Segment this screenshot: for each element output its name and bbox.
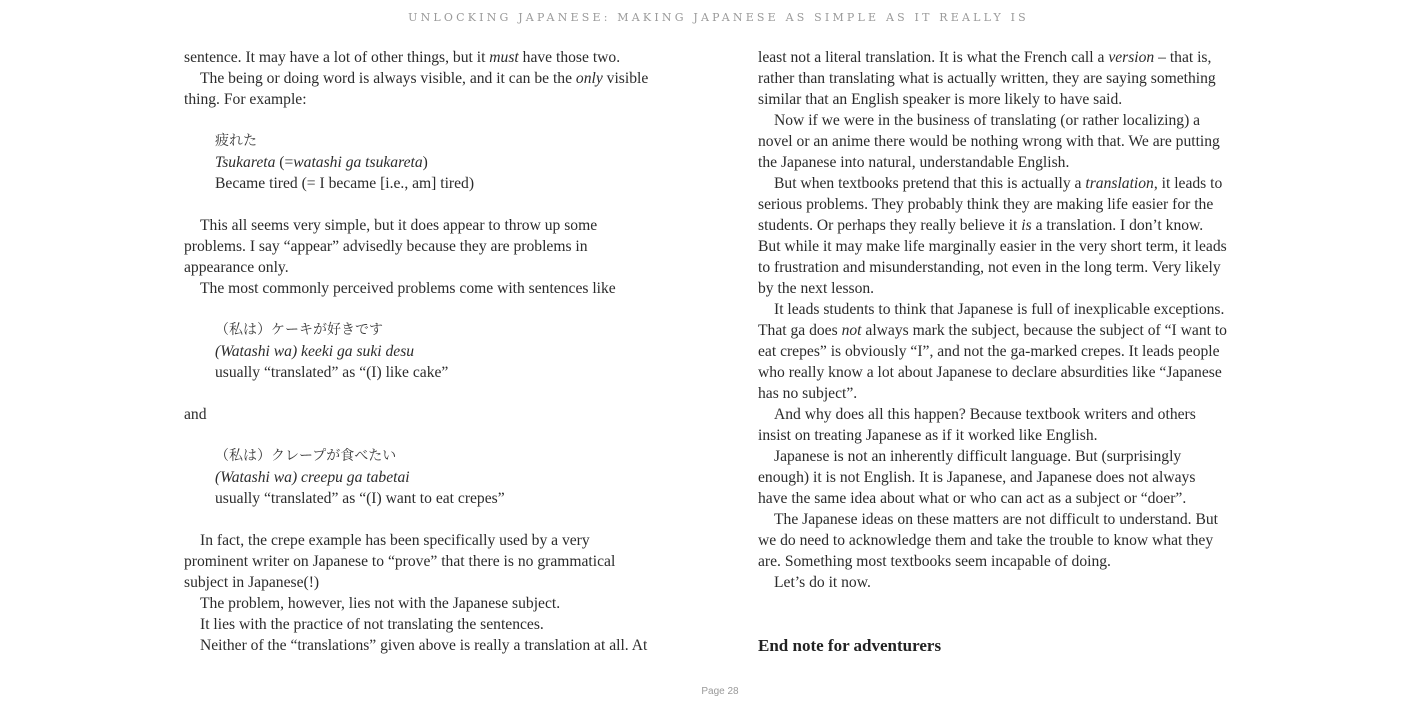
text-line: But while it may make life marginally easier in the very short term, it leads [758,238,1227,255]
text-line: who really know a lot about Japanese to declare absurdities like “Japanese [758,364,1222,381]
text-line: novel or an anime there would be nothing wrong with that. We are putting [758,133,1220,150]
text-line: rather than translating what is actually written, they are saying something [758,70,1216,87]
text-line: insist on treating Japanese as if it worked like English. [758,427,1098,444]
text-line: has no subject”. [758,385,858,402]
example-romaji: Tsukareta (=watashi ga tsukareta) [215,154,428,171]
text-line: Now if we were in the business of translating (or rather localizing) a [774,112,1201,129]
running-title: UNLOCKING JAPANESE: MAKING JAPANESE AS SIMPLE AS IT REALLY IS [408,11,1029,24]
text-line: sentence. It may have a lot of other things, but it must have those two. [184,49,621,66]
text-line: thing. For example: [184,91,307,108]
text-line: But when textbooks pretend that this is actually a translation, it leads to [774,175,1223,192]
text-line: The being or doing word is always visible, and it can be the only visible [200,70,649,87]
text-line: prominent writer on Japanese to “prove” that there is no grammatical [184,553,616,570]
text-line: students. Or perhaps they really believe it is a translation. I don’t know. [758,217,1204,234]
example-japanese: 疲れた [215,133,257,149]
section-heading: End note for adventurers [758,636,942,655]
example-romaji: (Watashi wa) creepu ga tabetai [215,469,410,486]
text-line: enough) it is not English. It is Japanese, and Japanese does not always [758,469,1196,486]
text-line: The Japanese ideas on these matters are not difficult to understand. But [774,511,1219,528]
text-line: appearance only. [184,259,289,276]
text-line: And why does all this happen? Because textbook writers and others [774,406,1196,423]
left-page-text [184,47,684,656]
text-line: It leads students to think that Japanese is full of inexplicable exceptions. [774,301,1225,318]
example-romaji: (Watashi wa) keeki ga suki desu [215,343,415,360]
text-line: This all seems very simple, but it does appear to throw up some [200,217,598,234]
example-japanese: （私は）クレープが食べたい [215,448,397,464]
text-line: In fact, the crepe example has been specifically used by a very [200,532,590,549]
text-line: we do need to acknowledge them and take the trouble to know what they [758,532,1214,549]
example-english: usually “translated” as “(I) want to eat crepes” [215,490,505,507]
text-line: That ga does not always mark the subject, because the subject of “I want to [758,322,1227,339]
page-number: Page 28 [701,686,739,697]
text-line: It lies with the practice of not translating the sentences. [200,616,544,633]
example-english: Became tired (= I became [i.e., am] tired) [215,175,475,192]
text-line: Let’s do it now. [774,574,871,591]
text-line: to frustration and misunderstanding, not even in the long term. Very likely [758,259,1221,276]
example-english: usually “translated” as “(I) like cake” [215,364,449,381]
text-line: Japanese is not an inherently difficult language. But (surprisingly [774,448,1182,465]
text-line: the Japanese into natural, understandable English. [758,154,1070,171]
text-line: serious problems. They probably think they are making life easier for the [758,196,1214,213]
text-line: The problem, however, lies not with the Japanese subject. [200,595,561,612]
text-line: have the same idea about what or who can act as a subject or “doer”. [758,490,1187,507]
text-line: by the next lesson. [758,280,875,297]
text-line: and [184,406,207,423]
text-line: subject in Japanese(!) [184,574,320,591]
text-line: Neither of the “translations” given above is really a translation at all. At [200,637,648,654]
text-line: are. Something most textbooks seem incapable of doing. [758,553,1111,570]
text-line: problems. I say “appear” advisedly because they are problems in [184,238,588,255]
text-line: least not a literal translation. It is what the French call a version – that is, [758,49,1212,66]
right-page-text [758,47,1258,593]
text-line: eat crepes” is obviously “I”, and not the ga-marked crepes. It leads people [758,343,1220,360]
text-line: The most commonly perceived problems come with sentences like [200,280,616,297]
text-line: similar that an English speaker is more likely to have said. [758,91,1123,108]
example-japanese: （私は）ケーキが好きです [215,322,383,338]
